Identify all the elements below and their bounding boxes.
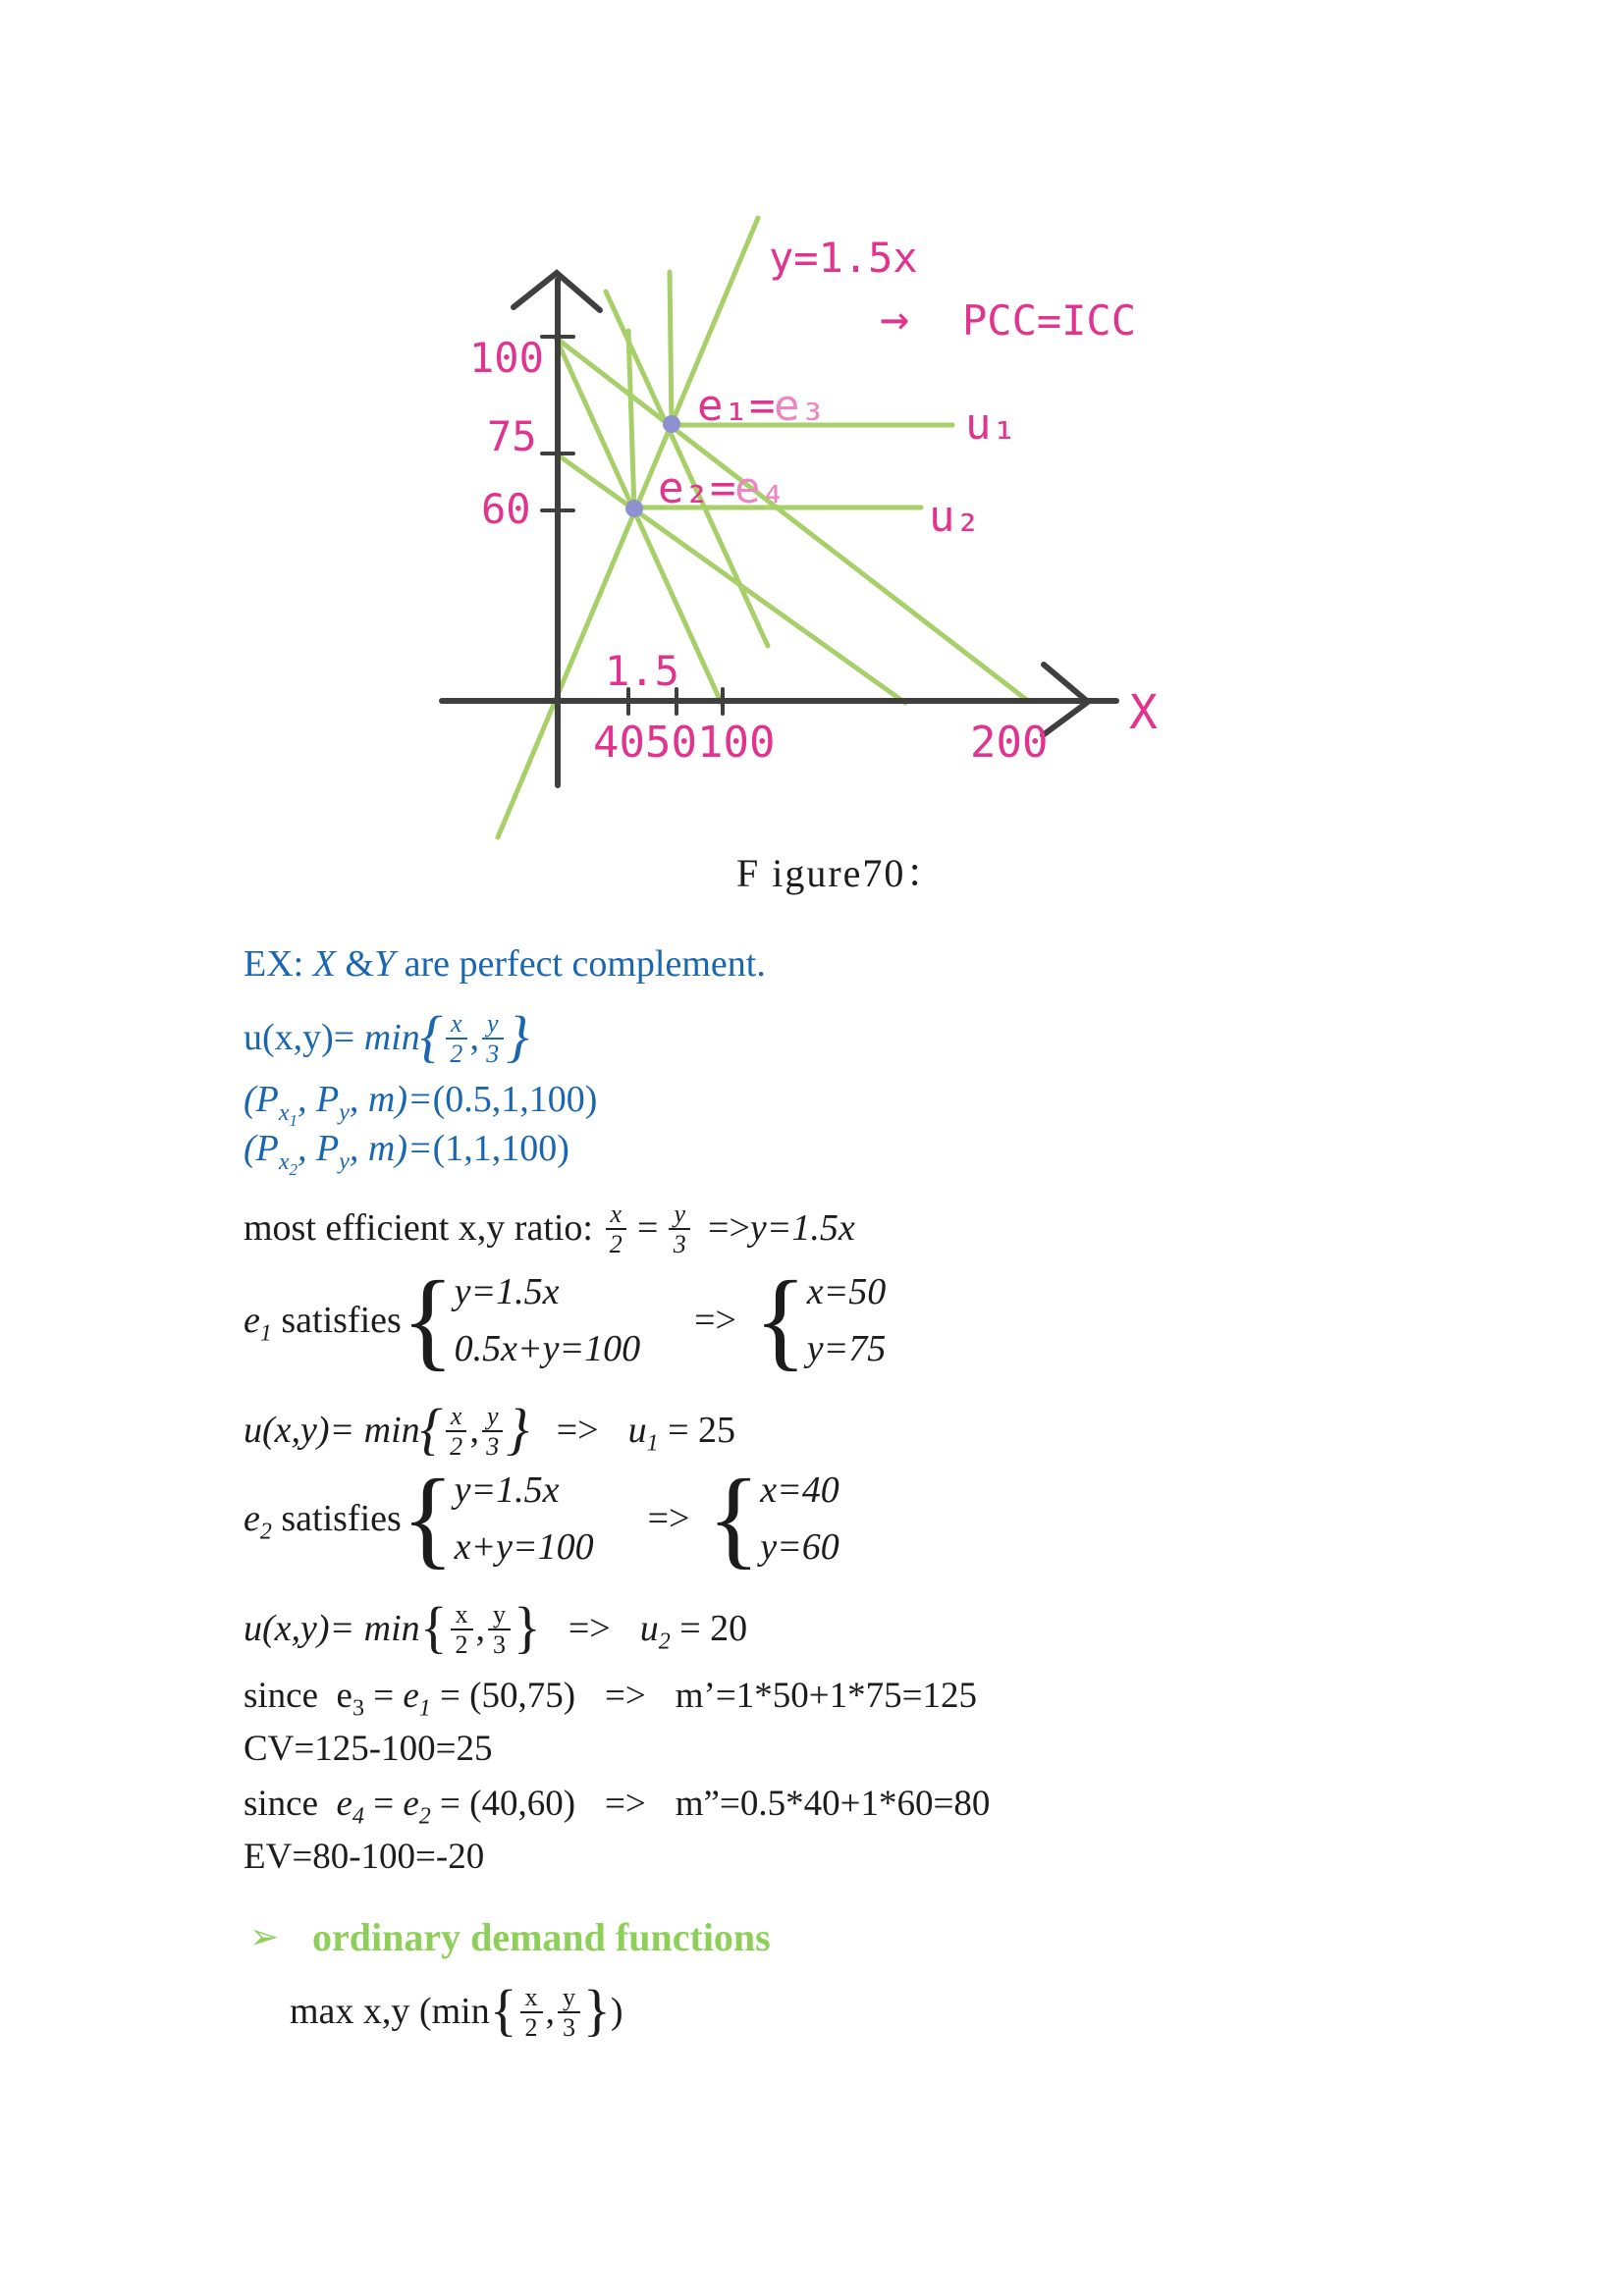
e4-point-label: e₄ <box>734 463 786 513</box>
x-tick-label-100: 100 <box>697 718 776 768</box>
equals-sign: = <box>637 1207 659 1250</box>
left-brace: { <box>419 1595 448 1660</box>
right-brace: } <box>506 1004 529 1069</box>
u1-symbol: $u_1$ <box>627 1410 659 1457</box>
y-tick-label-75: 75 <box>487 412 537 460</box>
satisfies-word: satisfies <box>271 1299 402 1341</box>
implies-arrow: => <box>605 1784 646 1824</box>
utility-lhs: u(x,y)= min <box>244 1410 420 1452</box>
utility-lhs: u(x,y)= <box>244 1017 364 1059</box>
result-x: x=40 <box>760 1469 839 1511</box>
ex-prefix: EX: <box>244 943 313 985</box>
cv-result-line <box>244 1730 492 1770</box>
u1-value-line <box>244 1397 735 1462</box>
comma: , <box>469 1410 479 1452</box>
equals: = <box>363 1784 404 1824</box>
var-x: X <box>312 943 336 985</box>
e2-symbol: $e_2$ <box>244 1497 272 1545</box>
e2-equilibrium-dot <box>625 500 643 517</box>
e1-system-line <box>244 1259 887 1382</box>
e3-symbol: $e_3$ <box>336 1676 364 1722</box>
figure70-graph <box>432 182 1208 859</box>
comma: , <box>545 1991 556 2033</box>
e2-symbol: $e_2$ <box>403 1784 431 1830</box>
u2-symbol: $u_2$ <box>639 1608 671 1655</box>
equation-column <box>455 1272 641 1370</box>
y-tick-label-60: 60 <box>481 485 531 533</box>
fraction-x-over-2: $\frac{x}{2}$ <box>446 1402 467 1461</box>
e2-system-line <box>244 1458 839 1580</box>
cv-derivation-line <box>244 1676 977 1722</box>
x-tick-label-40: 40 <box>593 718 645 768</box>
var-y: Y <box>374 943 396 985</box>
y-tick-label-100: 100 <box>469 334 544 382</box>
efficient-ratio-line <box>244 1200 855 1258</box>
result-y: y=75 <box>806 1327 887 1369</box>
p-open: ($P_{x_2}$, $P_y$, m)= <box>244 1128 433 1179</box>
m-prime-text: m’=1*50+1*75=125 <box>675 1676 977 1716</box>
p-values: (1,1,100) <box>432 1128 569 1169</box>
u2-value-line <box>244 1595 748 1660</box>
equation-column <box>455 1470 594 1569</box>
left-brace: { <box>489 1978 517 2043</box>
left-brace: { <box>419 1397 443 1462</box>
max-lead: max x,y (min <box>290 1991 490 2033</box>
utility-lhs: u(x,y)= min <box>244 1608 420 1650</box>
since-word: since <box>244 1676 337 1716</box>
x-tick-label-200: 200 <box>970 718 1049 768</box>
implies-arrow: => <box>556 1410 599 1452</box>
u2-curve-label: u₂ <box>929 492 981 542</box>
implies-arrow: => <box>568 1608 611 1650</box>
e1-symbol: $e_1$ <box>244 1299 272 1347</box>
x-axis-name-label: X <box>1129 685 1158 740</box>
equals: = <box>363 1676 404 1716</box>
left-brace: { <box>419 1004 443 1069</box>
min-operator: min <box>363 1017 420 1059</box>
m-doubleprime-text: m”=0.5*40+1*60=80 <box>675 1784 991 1824</box>
maximization-line <box>290 1978 623 2043</box>
fraction-y-over-3: $\frac{y}{3}$ <box>558 1983 580 2042</box>
p-open: ($P_{x_1}$, $P_y$, m)= <box>244 1079 433 1130</box>
ex-rest: are perfect complement. <box>395 943 766 985</box>
figure-caption: F igure70： <box>736 851 947 895</box>
e4-symbol: $e_4$ <box>336 1784 364 1830</box>
right-brace: } <box>514 1595 541 1660</box>
u1-vertical-segment <box>670 272 672 425</box>
result-column <box>760 1470 839 1569</box>
e1-point-label: e₁= <box>697 381 776 431</box>
ev-derivation-line <box>244 1784 991 1830</box>
section-heading: ordinary demand functions <box>312 1915 771 1959</box>
example-statement-line <box>244 944 766 986</box>
fraction-y-over-3: $\frac{y}{3}$ <box>488 1600 511 1659</box>
fraction-x-over-2: $\frac{x}{2}$ <box>520 1983 543 2042</box>
satisfies-word: satisfies <box>271 1497 402 1539</box>
e1-equilibrium-dot <box>663 415 680 433</box>
right-brace: } <box>506 1397 529 1462</box>
pcc-arrow-icon: → <box>880 290 910 347</box>
price-income-line-2 <box>244 1128 569 1179</box>
comma: , <box>469 1017 479 1059</box>
result-y: y=60 <box>760 1525 839 1568</box>
u1-curve-label: u₁ <box>965 400 1017 450</box>
coords: = (40,60) <box>430 1784 576 1824</box>
u2-value: = 20 <box>670 1608 748 1650</box>
result-left-brace: { <box>753 1259 807 1382</box>
ev-text: EV=80-100=-20 <box>244 1837 485 1877</box>
ratio-result: y=1.5x <box>749 1207 855 1250</box>
curve-equation-label: y=1.5x <box>769 234 918 282</box>
fraction-x-over-2: $\frac{x}{2}$ <box>446 1009 467 1068</box>
right-brace: } <box>583 1978 611 2043</box>
system-eq-1: y=1.5x <box>454 1271 560 1312</box>
slope-label: 1.5 <box>605 647 679 695</box>
cv-text: CV=125-100=25 <box>244 1729 493 1769</box>
e3-point-label: e₃ <box>774 381 826 431</box>
p-values: (0.5,1,100) <box>432 1079 598 1120</box>
system-eq-2: 0.5x+y=100 <box>454 1327 641 1369</box>
e1-symbol: $e_1$ <box>403 1676 431 1722</box>
e2-point-label: e₂= <box>658 463 736 513</box>
result-x: x=50 <box>806 1271 887 1312</box>
arrow-bullet-icon: ➢ <box>249 1917 280 1956</box>
result-column <box>807 1272 887 1370</box>
implies-arrow: => <box>605 1676 646 1716</box>
fraction-y-over-3: $\frac{y}{3}$ <box>482 1009 504 1068</box>
system-eq-2: x+y=100 <box>454 1525 594 1568</box>
since-word: since <box>244 1784 337 1824</box>
u1-value: = 25 <box>658 1410 735 1452</box>
comma: , <box>475 1608 486 1650</box>
system-left-brace: { <box>401 1458 455 1580</box>
coords: = (50,75) <box>430 1676 576 1716</box>
fraction-x-over-2: $\frac{x}{2}$ <box>606 1200 627 1258</box>
fraction-x-over-2: $\frac{x}{2}$ <box>451 1600 473 1659</box>
price-income-line-1 <box>244 1079 598 1130</box>
utility-function-line <box>244 1004 529 1069</box>
implies-arrow: => <box>708 1207 750 1250</box>
fraction-y-over-3: $\frac{y}{3}$ <box>482 1402 504 1461</box>
system-left-brace: { <box>401 1259 455 1382</box>
implies-arrow: => <box>694 1299 736 1341</box>
result-left-brace: { <box>707 1458 761 1580</box>
fraction-y-over-3: $\frac{y}{3}$ <box>669 1200 690 1258</box>
system-eq-1: y=1.5x <box>454 1469 560 1511</box>
x-tick-label-50: 50 <box>645 718 697 768</box>
ev-result-line <box>244 1838 484 1878</box>
implies-arrow: => <box>647 1497 690 1539</box>
ratio-lead: most efficient x,y ratio: <box>244 1207 603 1250</box>
close-paren: ) <box>610 1991 623 2033</box>
pcc-icc-label: PCC=ICC <box>962 296 1137 345</box>
ampersand: & <box>335 943 374 985</box>
